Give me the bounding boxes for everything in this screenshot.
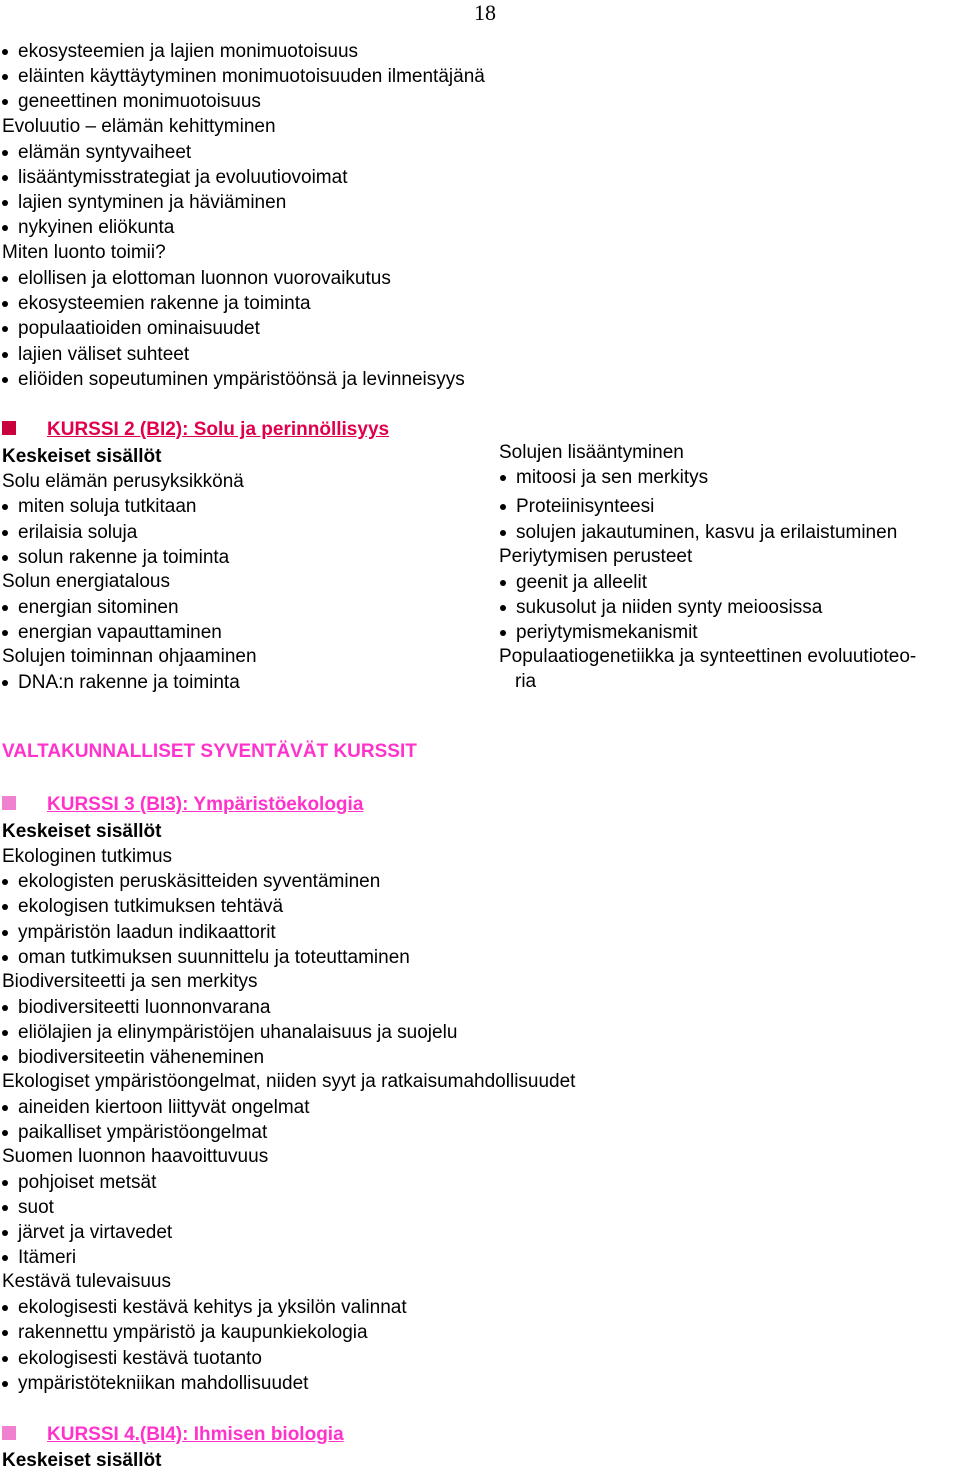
course2-right-heading-1: Solujen lisääntyminen [499, 442, 684, 463]
square-bullet-icon [2, 1426, 16, 1440]
list-item: järvet ja virtavedet [18, 1222, 173, 1243]
course2-heading-3: Solujen toiminnan ohjaaminen [2, 646, 257, 667]
list-item: solujen jakautuminen, kasvu ja erilaistuminen [516, 522, 898, 543]
course3-key-contents: Keskeiset sisällöt [2, 821, 162, 842]
list-item: energian vapauttaminen [18, 622, 222, 643]
list-item: solun rakenne ja toiminta [18, 547, 230, 568]
advanced-courses-heading: VALTAKUNNALLISET SYVENTÄVÄT KURSSIT [2, 741, 417, 762]
list-item: Proteiinisynteesi [516, 496, 655, 517]
course2-heading-2: Solun energiatalous [2, 571, 170, 592]
list-item: sukusolut ja niiden synty meioosissa [516, 597, 823, 618]
list-item: ympäristötekniikan mahdollisuudet [18, 1373, 309, 1394]
list-item: populaatioiden ominaisuudet [18, 318, 260, 339]
course3-heading-1: Ekologinen tutkimus [2, 846, 173, 867]
list-item: pohjoiset metsät [18, 1172, 157, 1193]
section-heading-evolution: Evoluutio – elämän kehittyminen [2, 116, 276, 137]
list-item: nykyinen eliökunta [18, 217, 175, 238]
list-item: oman tutkimuksen suunnittelu ja toteuttaminen [18, 947, 410, 968]
list-item: ekologisten peruskäsitteiden syventäminen [18, 871, 381, 892]
list-item: ekologisesti kestävä kehitys ja yksilön valinnat [18, 1297, 407, 1318]
course2-key-contents: Keskeiset sisällöt [2, 446, 162, 467]
list-item: DNA:n rakenne ja toiminta [18, 672, 240, 693]
list-item: erilaisia soluja [18, 522, 138, 543]
list-item: ekologisen tutkimuksen tehtävä [18, 896, 284, 917]
list-item: suot [18, 1197, 54, 1218]
list-item: ekosysteemien ja lajien monimuotoisuus [18, 41, 359, 62]
course3-heading-4: Suomen luonnon haavoittuvuus [2, 1146, 269, 1167]
list-item: eliölajien ja elinympäristöjen uhanalaisuus ja suojelu [18, 1022, 458, 1043]
course4-title: KURSSI 4.(BI4): Ihmisen biologia [47, 1424, 344, 1445]
course3-title: KURSSI 3 (BI3): Ympäristöekologia [47, 794, 364, 815]
square-bullet-icon [2, 796, 16, 810]
course4-key-contents: Keskeiset sisällöt [2, 1450, 162, 1471]
list-item: ekosysteemien rakenne ja toiminta [18, 293, 311, 314]
list-item: biodiversiteetti luonnonvarana [18, 997, 271, 1018]
page-number: 18 [474, 0, 496, 25]
list-item: lajien väliset suhteet [18, 344, 190, 365]
list-item: lajien syntyminen ja häviäminen [18, 192, 287, 213]
list-item: ekologisesti kestävä tuotanto [18, 1348, 262, 1369]
course2-heading-1: Solu elämän perusyksikkönä [2, 471, 244, 492]
list-item: geenit ja alleelit [516, 572, 647, 593]
list-item: elämän syntyvaiheet [18, 142, 192, 163]
course2-right-heading-3-cont: ria [515, 671, 537, 692]
course2-title: KURSSI 2 (BI2): Solu ja perinnöllisyys [47, 419, 390, 440]
list-item: eläinten käyttäytyminen monimuotoisuuden ilmentäjänä [18, 66, 485, 87]
list-item: periytymismekanismit [516, 622, 698, 643]
list-item: ympäristön laadun indikaattorit [18, 922, 276, 943]
section-heading-nature: Miten luonto toimii? [2, 242, 166, 263]
list-item: eliöiden sopeutuminen ympäristöönsä ja levinneisyys [18, 369, 465, 390]
list-item: energian sitominen [18, 597, 179, 618]
list-item: miten soluja tutkitaan [18, 496, 197, 517]
list-item: aineiden kiertoon liittyvät ongelmat [18, 1097, 310, 1118]
list-item: geneettinen monimuotoisuus [18, 91, 261, 112]
list-item: Itämeri [18, 1247, 77, 1268]
list-item: mitoosi ja sen merkitys [516, 467, 709, 488]
course2-right-heading-3: Populaatiogenetiikka ja synteettinen evoluutioteo- [499, 646, 917, 667]
square-bullet-icon [2, 421, 16, 435]
list-item: lisääntymisstrategiat ja evoluutiovoimat [18, 167, 348, 188]
course2-right-heading-2: Periytymisen perusteet [499, 546, 693, 567]
course3-heading-2: Biodiversiteetti ja sen merkitys [2, 971, 258, 992]
list-item: elollisen ja elottoman luonnon vuorovaikutus [18, 268, 391, 289]
list-item: rakennettu ympäristö ja kaupunkiekologia [18, 1322, 368, 1343]
list-item: paikalliset ympäristöongelmat [18, 1122, 268, 1143]
course3-heading-3: Ekologiset ympäristöongelmat, niiden syyt ja ratkaisumahdollisuudet [2, 1071, 576, 1092]
course3-heading-5: Kestävä tulevaisuus [2, 1271, 171, 1292]
list-item: biodiversiteetin väheneminen [18, 1047, 265, 1068]
